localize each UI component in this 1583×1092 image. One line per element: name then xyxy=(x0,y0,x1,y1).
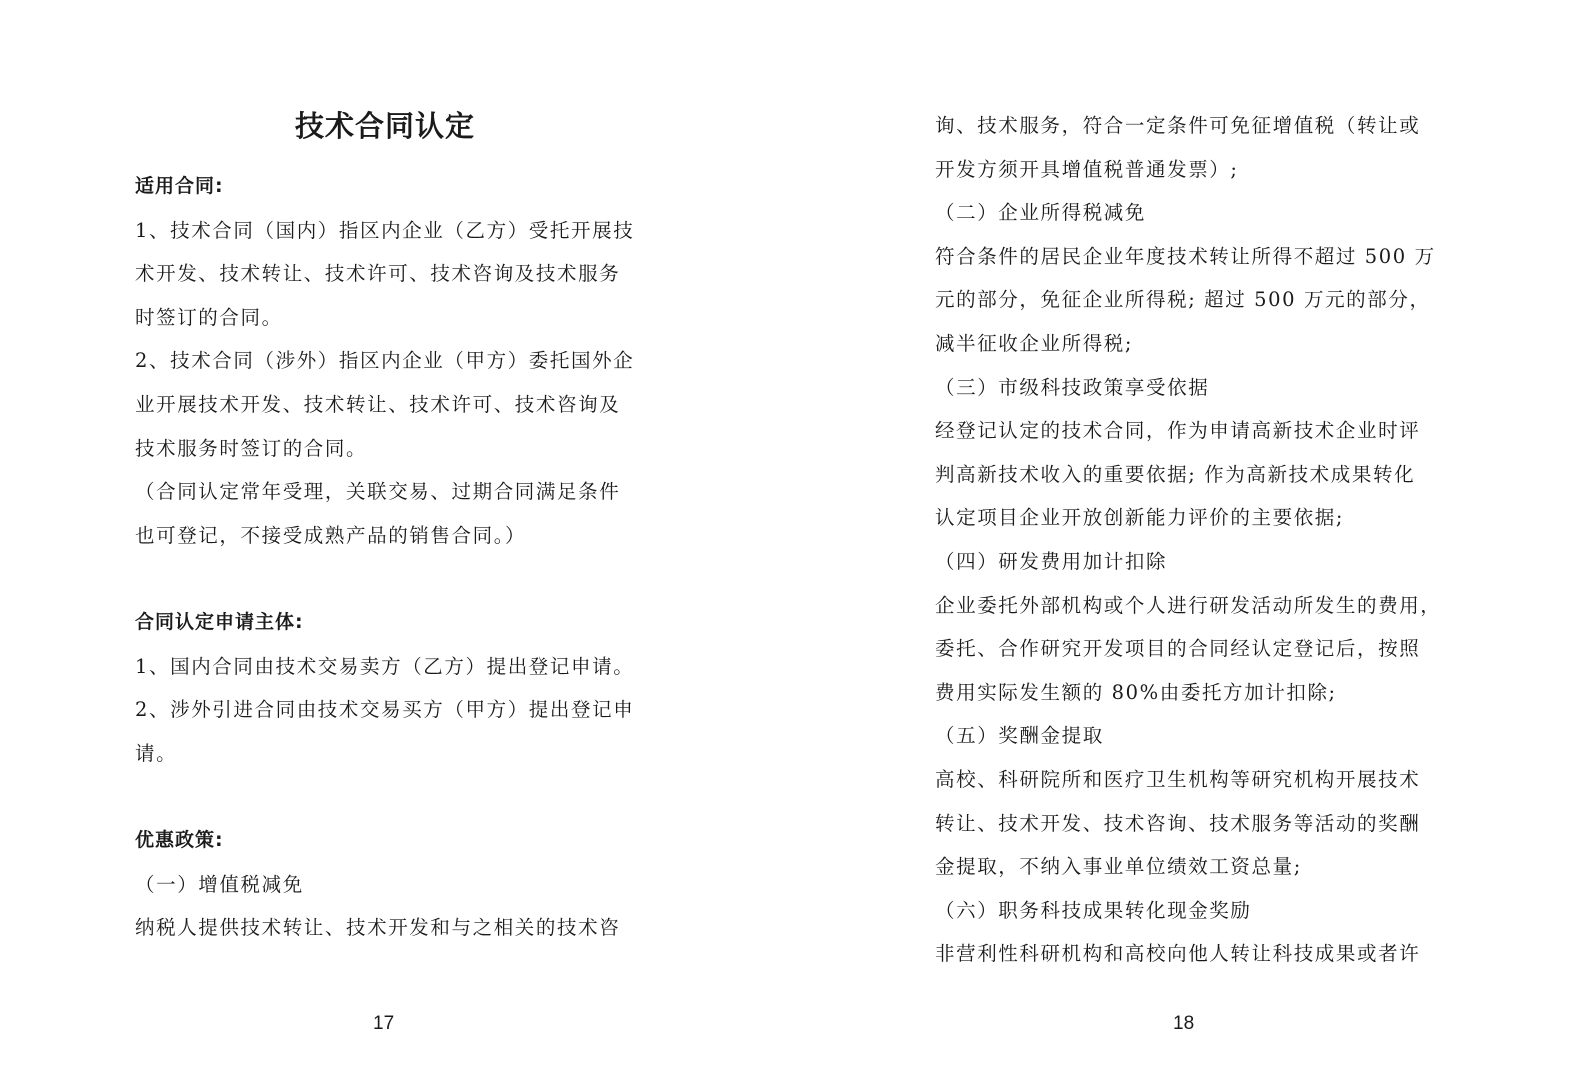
subsection-heading: （六）职务科技成果转化现金奖励 xyxy=(935,898,1252,922)
text-line: 转让、技术开发、技术咨询、技术服务等活动的奖酬 xyxy=(935,811,1421,835)
section-heading-preferential-policies: 优惠政策: xyxy=(135,828,224,851)
text-line: 元的部分，免征企业所得税; 超过 500 万元的部分， xyxy=(935,288,1431,312)
page-title: 技术合同认定 xyxy=(294,109,475,143)
subsection-heading: （四）研发费用加计扣除 xyxy=(935,549,1168,573)
text-line: 委托、合作研究开发项目的合同经认定登记后，按照 xyxy=(935,637,1421,661)
text-line: 2、涉外引进合同由技术交易买方（甲方）提出登记申 xyxy=(135,698,635,722)
text-line: 开发方须开具增值税普通发票）; xyxy=(935,157,1239,181)
text-line: 技术服务时签订的合同。 xyxy=(135,436,368,460)
subsection-heading: （三）市级科技政策享受依据 xyxy=(935,375,1210,399)
section-heading-applicable-contracts: 适用合同: xyxy=(135,175,224,197)
text-line: 企业委托外部机构或个人进行研发活动所发生的费用， xyxy=(935,593,1442,617)
left-body xyxy=(135,165,655,950)
section-heading-applicant: 合同认定申请主体: xyxy=(135,610,304,633)
text-line: 认定项目企业开放创新能力评价的主要依据; xyxy=(935,506,1345,530)
text-line: 减半征收企业所得税; xyxy=(935,331,1134,355)
text-line: 询、技术服务，符合一定条件可免征增值税（转让或 xyxy=(935,114,1421,137)
text-line: 符合条件的居民企业年度技术转让所得不超过 500 万 xyxy=(935,244,1436,268)
text-line: 高校、科研院所和医疗卫生机构等研究机构开展技术 xyxy=(935,767,1421,791)
subsection-heading: （二）企业所得税减免 xyxy=(935,201,1147,225)
text-line: 术开发、技术转让、技术许可、技术咨询及技术服务 xyxy=(135,262,621,286)
text-line: 也可登记，不接受成熟产品的销售合同。） xyxy=(135,523,527,547)
text-line: 金提取，不纳入事业单位绩效工资总量; xyxy=(935,855,1302,879)
text-line: 纳税人提供技术转让、技术开发和与之相关的技术咨 xyxy=(135,916,621,940)
page-number: 17 xyxy=(373,1013,395,1034)
page-17 xyxy=(135,0,655,1092)
page-number: 18 xyxy=(1173,1013,1195,1034)
subsection-heading: （五）奖酬金提取 xyxy=(935,724,1104,748)
text-line: 非营利性科研机构和高校向他人转让科技成果或者许 xyxy=(935,942,1421,966)
text-line: 判高新技术收入的重要依据; 作为高新技术成果转化 xyxy=(935,462,1416,486)
text-line: 费用实际发生额的 80%由委托方加计扣除; xyxy=(935,680,1337,704)
text-line: （合同认定常年受理，关联交易、过期合同满足条件 xyxy=(135,480,621,504)
text-line: 业开展技术开发、技术转让、技术许可、技术咨询及 xyxy=(135,392,621,416)
right-body xyxy=(935,104,1475,976)
text-line: （一）增值税减免 xyxy=(135,872,304,896)
text-line: 时签订的合同。 xyxy=(135,305,283,329)
text-line: 经登记认定的技术合同，作为申请高新技术企业时评 xyxy=(935,419,1421,443)
text-line: 1、国内合同由技术交易卖方（乙方）提出登记申请。 xyxy=(135,654,635,678)
text-line: 2、技术合同（涉外）指区内企业（甲方）委托国外企 xyxy=(135,349,635,373)
page-18 xyxy=(935,0,1475,1092)
text-line: 请。 xyxy=(135,741,178,765)
text-line: 1、技术合同（国内）指区内企业（乙方）受托开展技 xyxy=(135,218,635,242)
